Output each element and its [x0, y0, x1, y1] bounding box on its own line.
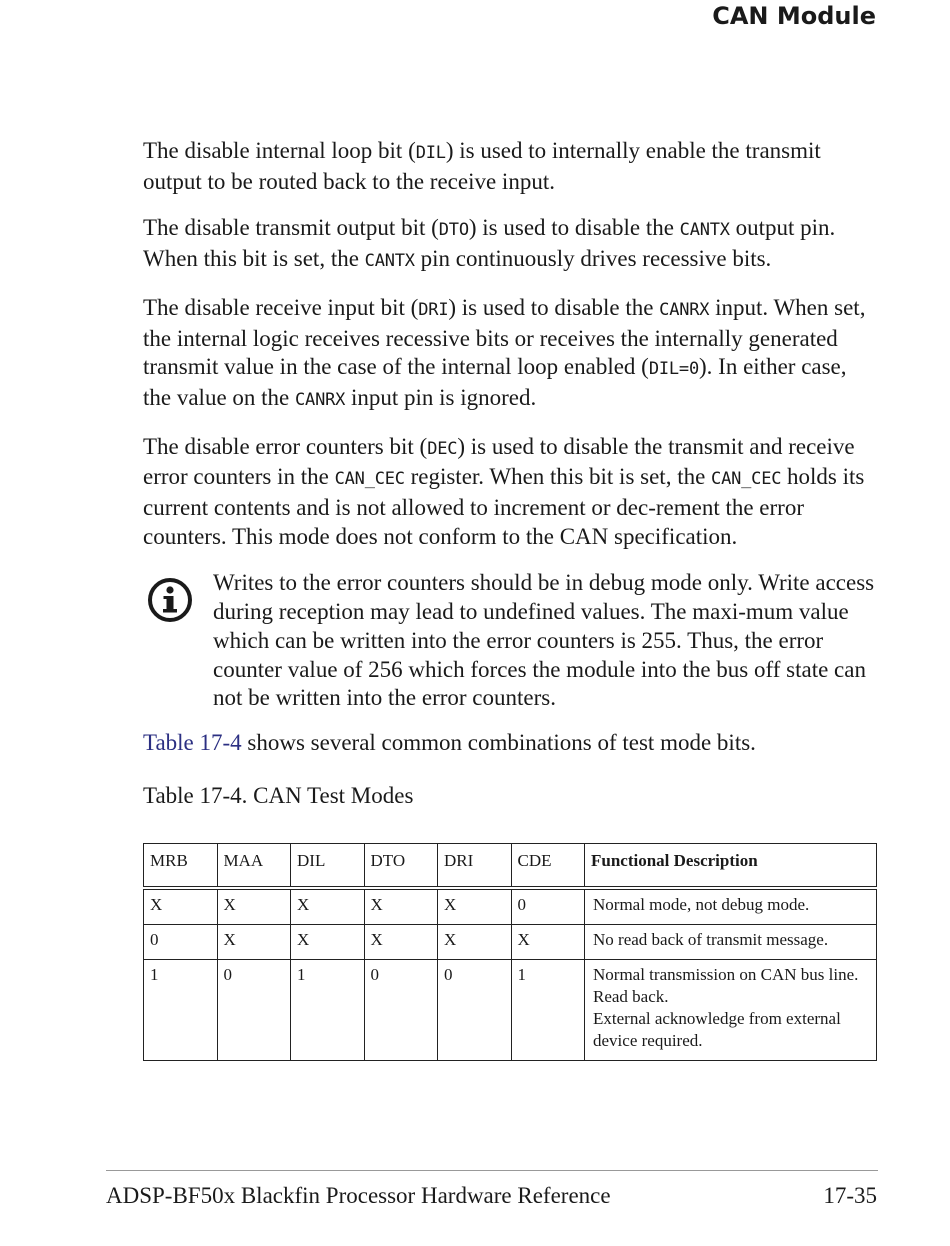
footer-page-number: 17-35: [823, 1183, 877, 1208]
paragraph-dec: The disable error counters bit (DEC) is used to disable the transmit and receive error counters in the CAN_CEC register. When this bit is set, the CAN_CEC holds its current contents and is not allowed to increment or dec-rement the error counters. This mode does not conform to the CAN specification.: [143, 433, 865, 549]
paragraph-dto: The disable transmit output bit (DTO) is used to disable the CANTX output pin. When this bit is set, the CANTX pin continuously drives recessive bits.: [143, 215, 836, 272]
table-cell: X: [217, 925, 291, 960]
header-mrb: MRB: [144, 844, 218, 889]
table-cell: X: [217, 888, 291, 925]
header-cde: CDE: [511, 844, 585, 889]
table-cell: X: [144, 888, 218, 925]
table-row: [144, 960, 877, 1061]
table-cell: X: [364, 888, 438, 925]
info-icon: [147, 577, 193, 623]
table-link[interactable]: Table 17-4: [143, 729, 242, 755]
header-functional-description: Functional Description: [585, 844, 877, 889]
code-cantx: CANTX: [364, 251, 415, 272]
table-cell: X: [511, 925, 585, 960]
table-cell: 0: [511, 888, 585, 925]
header-dil: DIL: [291, 844, 365, 889]
table-cell: 0: [144, 925, 218, 960]
description-cell: Normal mode, not debug mode.: [585, 888, 877, 925]
table-caption: Table 17-4. CAN Test Modes: [143, 782, 414, 808]
table-cell: X: [364, 925, 438, 960]
code-dil0: DIL=0: [648, 359, 700, 380]
footer-divider: [106, 1170, 878, 1171]
note-text: Writes to the error counters should be in debug mode only. Write access during reception may lead to undefined values. The maxi-mum value which can be written into the error counters is 255. Thus, the error counter value of 256 which forces the module into the bus off state can not be written into the error counters.: [213, 570, 875, 711]
paragraph-dil: The disable internal loop bit (DIL) is used to internally enable the transmit output to be routed back to the receive input.: [143, 138, 821, 194]
test-modes-table: [143, 843, 877, 1061]
table-cell: 0: [438, 960, 512, 1061]
table-cell: X: [291, 925, 365, 960]
paragraph-dri: The disable receive input bit (DRI) is used to disable the CANRX input. When set, the internal logic receives recessive bits or receives the internally generated transmit value in the case of the internal loop enabled (DIL=0). In either case, the value on the CANRX input pin is ignored.: [143, 294, 866, 410]
code-canrx: CANRX: [295, 389, 346, 410]
description-cell: No read back of transmit message.: [585, 925, 877, 960]
table-header-row: [144, 844, 877, 889]
code-can-cec: CAN_CEC: [711, 469, 782, 490]
table-row: [144, 888, 877, 925]
table-cell: X: [291, 888, 365, 925]
table-row: [144, 925, 877, 960]
table-cell: 1: [511, 960, 585, 1061]
code-dri: DRI: [418, 299, 449, 320]
code-canrx: CANRX: [659, 299, 710, 320]
table-cell: X: [438, 925, 512, 960]
note-callout: [143, 569, 878, 713]
header-dri: DRI: [438, 844, 512, 889]
table-cell: X: [438, 888, 512, 925]
code-can-cec: CAN_CEC: [334, 469, 405, 490]
body-text: [143, 137, 878, 810]
description-cell: Normal transmission on CAN bus line. Read back. External acknowledge from external device required.: [585, 960, 877, 1061]
table-cell: 0: [364, 960, 438, 1061]
table-cell: 0: [217, 960, 291, 1061]
code-dec: DEC: [427, 438, 458, 459]
footer-book-title: ADSP-BF50x Blackfin Processor Hardware Reference: [106, 1183, 611, 1208]
header-dto: DTO: [364, 844, 438, 889]
section-title: CAN Module: [712, 2, 876, 30]
table-cell: 1: [144, 960, 218, 1061]
code-dto: DTO: [438, 220, 469, 241]
header-maa: MAA: [217, 844, 291, 889]
code-dil: DIL: [415, 143, 446, 163]
table-cell: 1: [291, 960, 365, 1061]
code-cantx: CANTX: [679, 220, 730, 241]
table-reference-sentence: Table 17-4 shows several common combinations of test mode bits.: [143, 729, 756, 755]
